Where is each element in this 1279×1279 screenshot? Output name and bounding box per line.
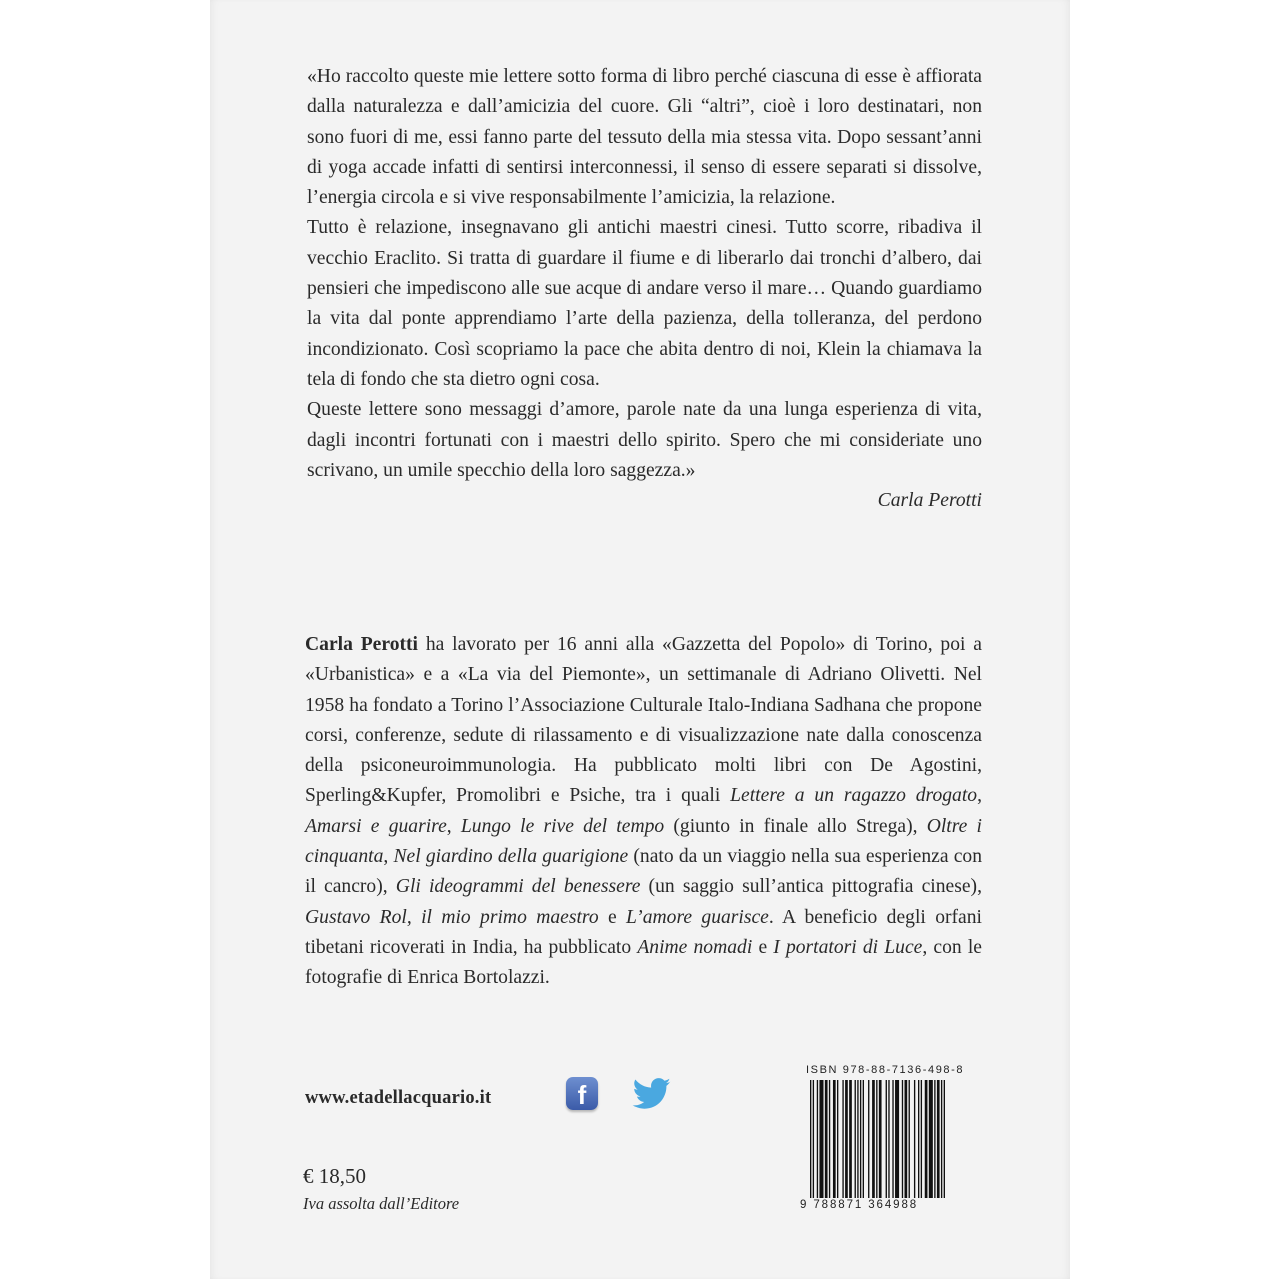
barcode-bar	[934, 1080, 935, 1198]
barcode-bar	[860, 1080, 861, 1198]
barcode-bar	[921, 1080, 922, 1198]
book-title: Amarsi e guarire	[305, 815, 447, 837]
quote-block	[307, 62, 982, 516]
barcode-bar	[817, 1080, 818, 1198]
barcode-bar	[905, 1080, 908, 1198]
price: € 18,50	[303, 1164, 366, 1188]
bio-text: ha lavorato per 16 anni alla «Gazzetta del Popolo» di Torino, poi a «Urbanistica» e a «La via del Piemonte», un settimanale di Adriano Olivetti. Nel 1958 ha fondato a Torino l’Associazione Culturale Italo-Indiana Sadhana che propone corsi, conferenze, sedute di rilassamento e di visualizzazione nate dalla conoscenza della psiconeuroimmunologia. Ha pubblicato molti libri con De Agostini, Sperling&Kupfer, Promolibri e Psiche, tra i quali	[305, 634, 982, 807]
quote-signature: Carla Perotti	[877, 490, 982, 512]
author-bio-text	[305, 630, 982, 994]
publisher-website[interactable]: www.etadellacquario.it	[305, 1088, 492, 1108]
barcode-bar	[944, 1080, 945, 1198]
bio-text: , con le fotografie di Enrica Bortolazzi.	[305, 936, 982, 989]
bio-text: e	[598, 906, 627, 928]
barcode-bar	[842, 1080, 843, 1198]
book-title: Lungo le rive del tempo	[460, 815, 665, 837]
barcode-bar	[872, 1080, 875, 1198]
barcode-bar	[833, 1080, 836, 1198]
book-title: I portatori di Luce	[773, 936, 923, 958]
barcode-bar	[857, 1080, 858, 1198]
bio-text: (un saggio sull’antica pittografia cinese),	[640, 876, 982, 898]
barcode-bar	[845, 1080, 848, 1198]
bio-text: (nato da un viaggio nella sua esperienza con il cancro),	[305, 846, 983, 898]
barcode-bar	[855, 1080, 856, 1198]
quote-paragraph: Tutto è relazione, insegnavano gli antichi maestri cinesi. Tutto scorre, ribadiva il vecchio Eraclito. Si tratta di guardare il fiume e di liberarlo dai tronchi d’albero, dai pensieri che impediscono alle sue acque di andare verso il mare… Quando guardiamo la vita dal ponte apprendiamo l’arte della pazienza, della tolleranza, del perdono incondizionato. Così scopriamo la pace che abita dentro di noi, Klein la chiamava la tela di fondo che sta dietro ogni cosa.	[307, 217, 982, 390]
twitter-icon[interactable]	[632, 1078, 672, 1110]
barcode-bar	[879, 1080, 882, 1198]
barcode-bar	[888, 1080, 889, 1198]
barcode-digits: 9 788871 364988	[800, 1199, 919, 1211]
vat-note: Iva assolta dall’Editore	[303, 1194, 460, 1213]
book-title: Anime nomadi	[637, 936, 753, 958]
isbn-label: ISBN 978-88-7136-498-8	[806, 1064, 965, 1076]
barcode-bar	[863, 1080, 864, 1198]
barcode-bar	[813, 1080, 814, 1198]
barcode-bar	[941, 1080, 942, 1198]
barcode-bar	[892, 1080, 893, 1198]
barcode-bar	[837, 1080, 838, 1198]
author-bio	[305, 630, 982, 994]
quote-paragraph: «Ho raccolto queste mie lettere sotto forma di libro perché ciascuna di esse è affiorata dalla naturalezza e dall’amicizia del cuore. Gli “altri”, cioè i loro destinatari, non sono fuori di me, essi fanno parte del tessuto della mia stessa vita. Dopo sessant’anni di yoga accade infatti di sentirsi interconnessi, il senso di essere separati si dissolve, l’energia circola e si vive responsabilmente l’amicizia, la relazione.	[307, 66, 982, 209]
book-title: Gli ideogrammi del benessere	[395, 876, 641, 898]
book-title: Gustavo Rol, il mio primo maestro	[305, 906, 599, 928]
barcode-bar	[849, 1080, 852, 1198]
facebook-icon[interactable]: f	[566, 1077, 598, 1110]
barcode-bar	[876, 1080, 877, 1198]
author-name: Carla Perotti	[305, 634, 418, 655]
book-title: Lettere a un ragazzo drogato	[730, 785, 978, 807]
barcode-bar	[914, 1080, 915, 1198]
book-title: Nel giardino della guarigione	[393, 846, 629, 868]
barcode-bar	[886, 1080, 887, 1198]
bio-text: (giunto in finale allo Strega),	[664, 815, 927, 837]
barcode-bar	[810, 1080, 811, 1198]
bio-text: . A beneficio degli orfani tibetani ricoverati in India, ha pubblicato	[305, 906, 982, 958]
barcode-bar	[819, 1080, 823, 1198]
quote-paragraph: Queste lettere sono messaggi d’amore, parole nate da una lunga esperienza di vita, dagli incontri fortunati con i maestri dello spirito. Spero che mi consideriate uno scrivano, un umile specchio della loro saggezza.»	[307, 399, 982, 481]
barcode-bar	[902, 1080, 903, 1198]
barcode-bar	[895, 1080, 899, 1198]
barcode-bar	[929, 1080, 933, 1198]
bio-text: ,	[977, 785, 982, 807]
barcode-bar	[868, 1080, 869, 1198]
barcode-bar	[829, 1080, 830, 1198]
barcode-bar	[825, 1080, 828, 1198]
bio-text: ,	[383, 846, 394, 868]
bio-text: ,	[446, 815, 461, 837]
book-title: L’amore guarisce	[626, 906, 769, 928]
barcode-bar	[909, 1080, 910, 1198]
barcode-bar	[918, 1080, 919, 1198]
barcode-bar	[925, 1080, 928, 1198]
book-title: Oltre i cinquanta	[305, 815, 982, 868]
barcode	[810, 1080, 982, 1198]
barcode-bar	[937, 1080, 940, 1198]
bio-text: e	[752, 936, 774, 958]
